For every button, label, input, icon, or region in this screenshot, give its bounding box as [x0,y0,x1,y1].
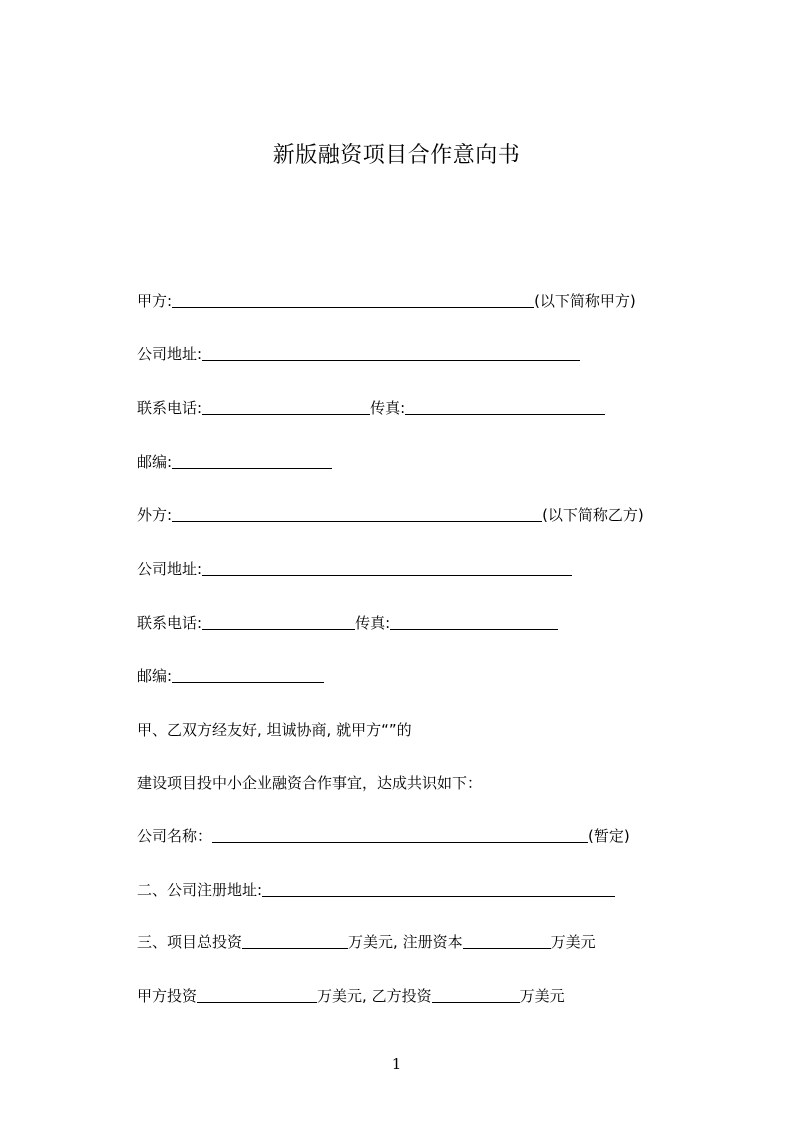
party-a-address-line [137,342,580,366]
party-a-postcode-blank[interactable] [172,452,332,469]
party-b-fax-label: 传真: [355,614,391,632]
company-name-label: 公司名称： [137,827,213,845]
b-investment-label: , 乙方投资 [362,987,432,1005]
party-b-postcode-label: 邮编: [137,667,173,685]
party-a-phone-label: 联系电话: [137,399,203,417]
party-b-suffix: (以下简称乙方) [542,506,644,524]
reg-address-blank[interactable] [262,880,615,897]
company-name-suffix: (暂定) [588,827,630,845]
page-number: 1 [391,1055,402,1073]
reg-address-line [137,878,615,902]
party-a-suffix: (以下简称甲方) [534,292,636,310]
party-b-phone-line [137,611,558,635]
capital-unit: 万美元 [550,933,596,951]
party-a-postcode-label: 邮编: [137,453,173,471]
party-a-phone-blank[interactable] [202,398,370,415]
party-a-phone-line [137,396,605,420]
a-investment-unit: 万美元 [317,987,363,1005]
party-b-blank[interactable] [172,505,542,522]
total-investment-unit: 万美元 [348,933,394,951]
capital-blank[interactable] [463,932,551,949]
party-a-line [137,289,636,313]
intro-line-2: 建设项目投中小企业融资合作事宜，达成共识如下： [137,774,483,792]
document-title: 新版融资项目合作意向书 [272,143,521,168]
party-b-phone-label: 联系电话: [137,614,203,632]
company-name-line [137,824,630,848]
a-investment-label: 甲方投资 [137,987,198,1005]
total-investment-line [137,930,596,954]
party-a-postcode-line [137,450,332,474]
b-investment-unit: 万美元 [519,987,565,1005]
party-a-label: 甲方: [137,292,173,310]
party-a-fax-label: 传真: [370,399,406,417]
reg-address-label: 二、公司注册地址: [137,881,263,899]
total-investment-blank[interactable] [242,932,348,949]
total-investment-label: 三、项目总投资 [137,933,243,951]
party-a-address-blank[interactable] [202,344,580,361]
investment-split-line [137,984,565,1008]
b-investment-blank[interactable] [432,986,520,1003]
party-b-label: 外方: [137,506,173,524]
intro-line-1: 甲、乙双方经友好, 坦诚协商, 就甲方“”的 [137,721,412,739]
party-b-fax-blank[interactable] [390,613,558,630]
a-investment-blank[interactable] [197,986,317,1003]
party-a-fax-blank[interactable] [405,398,605,415]
party-b-postcode-line [137,664,324,688]
company-name-blank[interactable] [212,826,588,843]
party-b-address-label: 公司地址: [137,560,203,578]
party-b-postcode-blank[interactable] [172,666,324,683]
party-b-address-blank[interactable] [202,559,572,576]
party-b-line [137,503,644,527]
party-a-address-label: 公司地址: [137,345,203,363]
party-b-address-line [137,557,572,581]
party-b-phone-blank[interactable] [202,613,355,630]
party-a-blank[interactable] [172,291,534,308]
capital-label: , 注册资本 [393,933,463,951]
